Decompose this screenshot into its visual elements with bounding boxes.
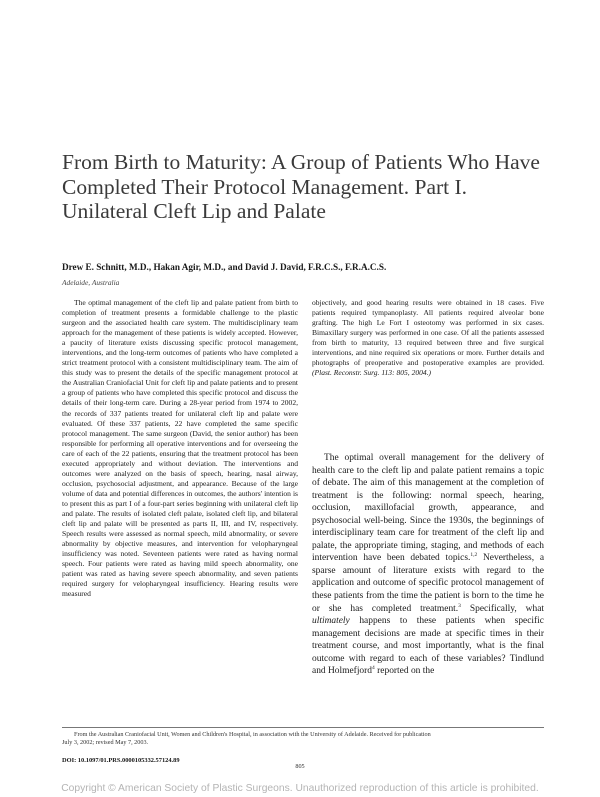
affiliation: Adelaide, Australia [62,278,120,287]
intro-paragraph [312,452,544,678]
body-text-3: Specifically, what [460,603,545,614]
reference-3[interactable]: 3 [458,602,461,609]
reference-1-2[interactable]: 1,2 [470,552,478,559]
copyright-watermark: Copyright © American Society of Plastic Surgeons. Unauthorized reproduction of this article is prohibited. [61,783,539,794]
body-text-2: Nevertheless, a sparse amount of literature exists with regard to the application and outcome of specific protocol management of these patients from the time the patient is born to the time he or she has completed treatment. [312,553,545,614]
article-title: From Birth to Maturity: A Group of Patients Who Have Completed Their Protocol Management. Part I. Unilateral Cleft Lip and Palate [62,150,540,223]
body-text-5: reported on the [374,666,435,677]
footnote [62,731,544,748]
abstract-end-text: objectively, and good hearing results were obtained in 18 cases. Five patients required tympanoplasty. All patients required alveolar bone grafting. The high Le Fort I osteotomy was performed in six cases. Bimaxillary surgery was performed in one case. Of all the patients assessed from birth to maturity, 13 required between three and five surgical interventions, and nine required six operations or more. Further details and photographs of preoperative and postoperative examples are provided. [312,298,544,368]
citation: (Plast. Reconstr. Surg. 113: 805, 2004.) [312,368,432,378]
abstract-column-right [312,298,544,378]
footnote-line-2: July 3, 2002; revised May 7, 2003. [62,739,149,747]
author-list: Drew E. Schnitt, M.D., Hakan Agir, M.D., and David J. David, F.R.C.S., F.R.A.C.S. [62,262,387,272]
reference-4[interactable]: 4 [372,665,375,672]
body-text-1: The optimal overall management for the delivery of health care to the cleft lip and palate patient remains a topic of debate. The aim of this management at the completion of treatment is the following: normal speech, hearing, occlusion, maxillofacial growth, appearance, and psychosocial well-being. Since the 1930s, the beginnings of interdisciplinary team care for treatment of the cleft lip and palate, the appropriate timing, staging, and methods of each intervention have been debated topics. [312,453,544,564]
footnote-divider [62,727,544,728]
body-text-4: happens to these patients when specific management decisions are made at specific times in their treatment course, and most importantly, what is the final outcome with regard to each of these variables? Tindlund and Holmefjord [312,616,544,677]
doi[interactable]: DOI: 10.1097/01.PRS.0000105332.57124.89 [62,757,180,764]
footnote-line-1: From the Australian Craniofacial Unit, Women and Children's Hospital, in association with the University of Adelaide. Received for publication [74,731,431,738]
page-number: 805 [295,763,305,770]
abstract-column-left: The optimal management of the cleft lip and palate patient from birth to completion of treatment presents a formidable challenge to the plastic surgeon and the associated health care system. The multidisciplinary team approach for the management of these patients is widely accepted. However, a paucity of literature exists discussing specific protocol management, interventions, and the long-term outcomes of patients who have completed a strict treatment protocol with a consistent multidisciplinary team. The aim of this study was to present the details of the specific management protocol at the Australian Craniofacial Unit for cleft lip and palate patients and to present a group of patients who have completed this specific protocol and discuss the details of their long-term care. During a 28-year period from 1974 to 2002, the records of 337 patients treated for unilateral cleft lip and palate were evaluated. Of these 337 patients, 22 have completed the same specific protocol management. The same surgeon (David, the senior author) has been responsible for performing all operative interventions and for overseeing the care of each of the 22 patients, ensuring that the treatment protocol has been executed appropriately and without deviation. The interventions and outcomes were analyzed on the basis of speech, hearing, nasal airway, occlusion, psychosocial adjustment, and appearance. Because of the large volume of data and potential differences in outcomes, the authors' intention is to present this as part I of a four-part series beginning with unilateral cleft lip and palate. The results of isolated cleft palate, isolated cleft lip, and bilateral cleft lip and palate will be presented as parts II, III, and IV, respectively. Speech results were assessed as normal speech, mild abnormality, or severe abnormality by objective measures, and intervention for velopharyngeal insufficiency was noted. Seventeen patients were rated as having normal speech. Four patients were rated as having mild speech abnormality, one patient was rated as having severe speech abnormality, and seven patients required surgery for velopharyngeal insufficiency. Hearing results were measured [62,298,298,599]
emphasis-ultimately: ultimately [312,616,350,627]
